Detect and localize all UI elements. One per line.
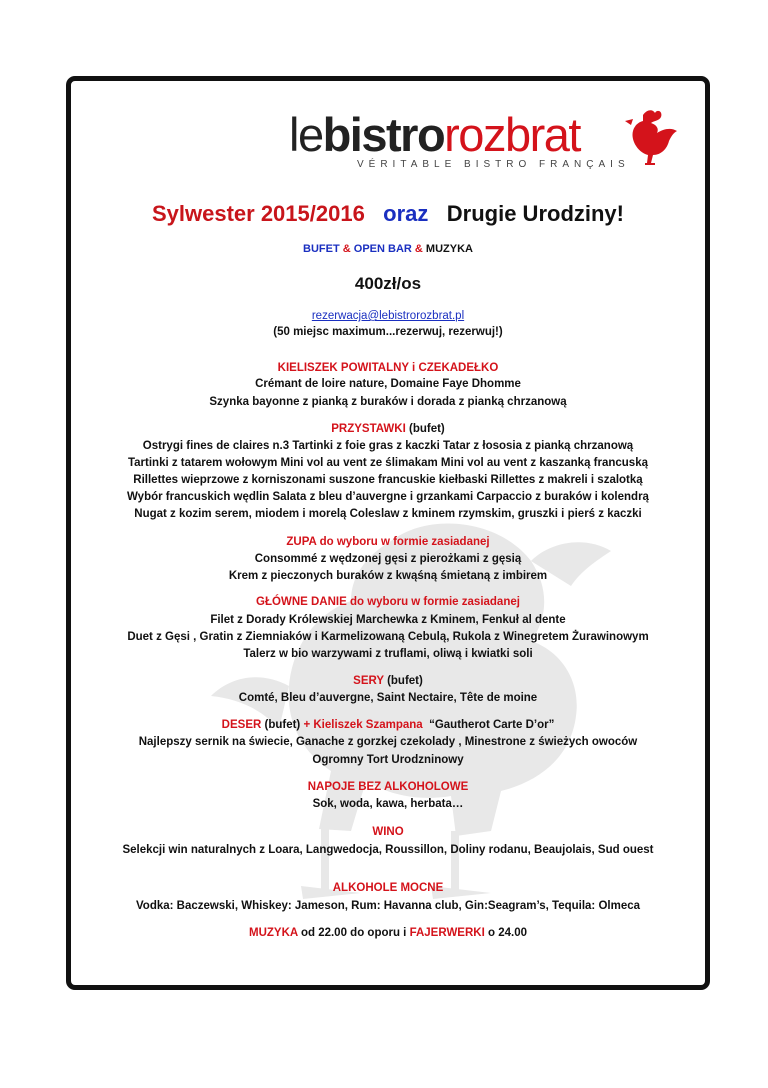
starters-line-4: Wybór francuskich wędlin Salata z bleu d’auvergne i grzankami Carpaccio z buraków i kolendrą [127,491,649,503]
rooster-icon [623,107,681,169]
drinks-line-1: Sok, woda, kawa, herbata… [312,798,464,810]
email-link[interactable]: rezerwacja@lebistrorozbrat.pl [311,310,465,322]
welcome-heading: KIELISZEK POWITALNY i CZEKADEŁKO [277,362,499,374]
main-line-1: Filet z Dorady Królewskiej Marchewka z Kminem, Fenkuł al dente [210,614,566,626]
footer-fajerwerki: FAJERWERKI [409,927,485,939]
subtitle [71,241,705,257]
subtitle-bufet: BUFET [303,243,340,255]
starters-note: (bufet) [408,423,445,435]
dessert-heading-line [71,717,705,733]
page-title [71,201,705,227]
title-birthday: Drugie Urodziny! [446,201,624,226]
wine-line-1: Selekcji win naturalnych z Loara, Langwedocja, Roussillon, Doliny rodanu, Beaujolais, Sud ouest [122,844,654,856]
logo-rozbrat: rozbrat [444,108,580,161]
dessert-note: (bufet) [264,719,301,731]
starters-heading-line [71,421,705,437]
logo-wordmark [289,107,580,163]
main-line-3: Talerz w bio warzywami z truflami, oliwą i kwiatki soli [243,648,533,660]
footer-text-1: od 22.00 do oporu i [300,927,407,939]
spirits-line-1: Vodka: Baczewski, Whiskey: Jameson, Rum: Havanna club, Gin:Seagram’s, Tequila: Olmeca [135,900,641,912]
soup-line-2: Krem z pieczonych buraków z kwąśną śmietaną z imbirem [228,570,548,582]
logo [289,107,669,187]
spirits-heading: ALKOHOLE MOCNE [332,882,444,894]
drinks-heading: NAPOJE BEZ ALKOHOLOWE [307,781,469,793]
menu-frame [66,76,710,990]
logo-le: le [289,108,323,161]
cheese-heading-line [71,673,705,689]
capacity-note: (50 miejsc maximum...rezerwuj, rezerwuj!) [273,326,503,338]
footer-line [71,925,705,941]
main-heading: GŁÓWNE DANIE do wyboru w formie zasiadanej [256,596,520,608]
subtitle-muzyka: MUZYKA [425,243,473,255]
soup-heading: ZUPA do wyboru w formie zasiadanej [286,536,490,548]
email-line [71,308,705,324]
starters-line-1: Ostrygi fines de claires n.3 Tartinki z foie gras z kaczki Tatar z łososia z pianką chrzanową [142,440,634,452]
dessert-line-1: Najlepszy sernik na świecie, Ganache z gorzkej czekolady , Minestrone z świeżych owoców [138,736,638,748]
starters-line-3: Rillettes wieprzowe z korniszonami suszone francuskie kiełbaski Rillettes z makreli i szalotką [133,474,643,486]
subtitle-amp-2: & [414,243,423,255]
starters-heading: PRZYSTAWKI [331,423,406,435]
cheese-note: (bufet) [387,675,423,687]
title-year: Sylwester 2015/2016 [151,201,365,226]
starters-line-5: Nugat z kozim serem, miodem i morelą Coleslaw z kminem rzymskim, gruszki i pierś z kaczki [134,508,642,520]
soup-line-1: Consommé z wędzonej gęsi z pierożkami z gęsią [254,553,522,565]
cheese-heading: SERY [353,675,384,687]
subtitle-open-bar: OPEN BAR [353,243,412,255]
wine-heading: WINO [372,826,404,838]
dessert-champagne-name: “Gautherot Carte D’or” [429,719,555,731]
footer-text-2: o 24.00 [488,927,527,939]
welcome-line-2: Szynka bayonne z pianką z buraków i dorada z pianką chrzanową [209,396,567,408]
logo-bistro: bistro [322,108,445,161]
subtitle-amp-1: & [342,243,351,255]
dessert-champagne: + Kieliszek Szampana [303,719,423,731]
dessert-line-2: Ogromny Tort Urodzninowy [312,754,464,766]
welcome-line-1: Crémant de loire nature, Domaine Faye Dhomme [255,378,521,390]
logo-tagline: VÉRITABLE BISTRO FRANÇAIS [357,159,630,170]
dessert-heading: DESER [221,719,262,731]
price: 400zł/os [354,274,422,293]
footer-muzyka: MUZYKA [248,927,298,939]
title-oraz: oraz [383,201,429,226]
starters-line-2: Tartinki z tatarem wołowym Mini vol au vent ze ślimakam Mini vol au vent z kaszanką francuską [127,457,648,469]
main-line-2: Duet z Gęsi , Gratin z Ziemniaków i Karmelizowaną Cebulą, Rukola z Winegretem Żurawinowym [127,631,649,643]
cheese-line-1: Comté, Bleu d’auvergne, Saint Nectaire, Tête de moine [238,692,538,704]
